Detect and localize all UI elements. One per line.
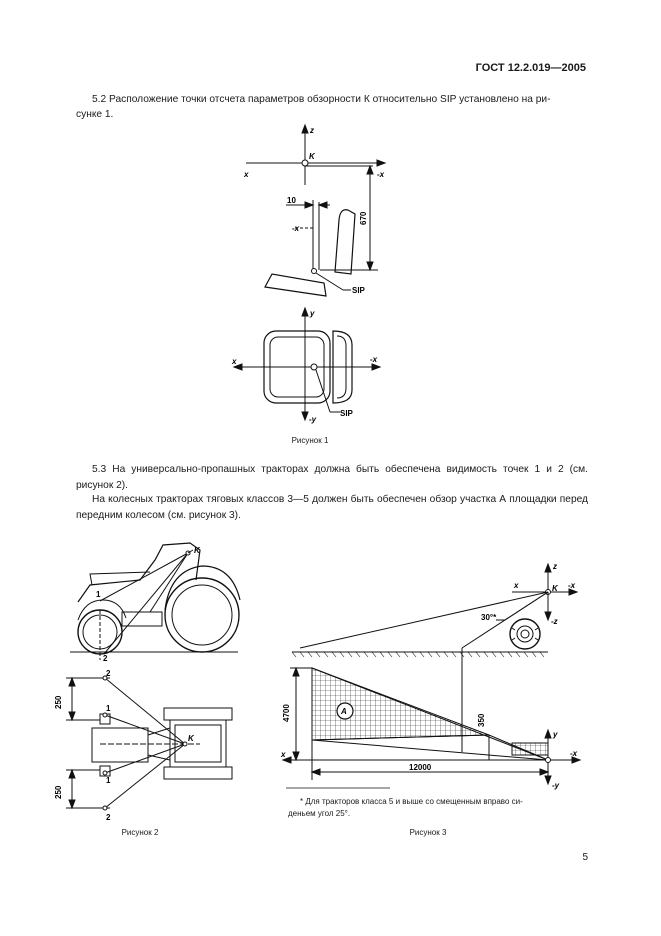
rear-wheel <box>165 578 239 652</box>
z-arrow-icon <box>302 125 308 133</box>
fig1-neg-y-label: -y <box>309 415 317 424</box>
paragraph-5-3: 5.3 На универсально-пропашных тракторах должна быть обеспечена видимость точек 1 и 2 (см. рисунок 2). <box>76 464 588 491</box>
fig2-top-point2a: 2 <box>106 669 111 678</box>
fig2-top-k-label: K <box>188 734 194 743</box>
fig3-dim-12000: 12000 <box>409 763 432 772</box>
fig1-dim-670: 670 <box>359 211 368 225</box>
fig3-dim-4700: 4700 <box>282 704 291 722</box>
fig1-x-label-2: x <box>232 357 237 366</box>
fig2-dim-250-top: 250 <box>54 695 63 709</box>
fig3-y-label: y <box>553 730 558 739</box>
figure-2-side-view <box>70 543 240 660</box>
figure-1-side-view <box>246 125 385 296</box>
fig1-sip-label: SIP <box>352 286 365 295</box>
figure-3-plan-view <box>283 668 580 784</box>
fig3-neg-z-label: -z <box>551 617 558 626</box>
sip-marker <box>312 269 317 274</box>
fig1-y-label: y <box>310 309 315 318</box>
fig3-area-a-label: A <box>341 707 347 716</box>
fig2-top-point2b: 2 <box>106 813 111 822</box>
fig3-x-label-2: x <box>281 750 286 759</box>
seat-cushion-shape <box>265 274 326 296</box>
fig1-x-label: x <box>244 170 249 179</box>
front-wheel-fig3 <box>510 619 540 649</box>
fig3-neg-y-label: -y <box>552 781 560 790</box>
fig3-neg-x-label-2: -x <box>570 749 578 758</box>
fig1-z-label: z <box>310 126 314 135</box>
x-arrow-icon <box>377 160 385 166</box>
fig1-neg-x-label-2: -x <box>370 355 378 364</box>
seat-back-shape <box>335 210 355 274</box>
figure-2-top-view <box>66 676 232 810</box>
fig1-neg-x-label: -x <box>377 170 385 179</box>
footnote-line2: деньем угол 25°. <box>288 809 351 818</box>
paragraph-5-2-line1: 5.2 Расположение точки отсчета параметров обзорности К относительно SIP установлено на ри- <box>92 94 551 105</box>
fig1-sip-label-2: SIP <box>340 409 353 418</box>
figure-1-top-view <box>234 308 380 420</box>
fig2-top-point1b: 1 <box>106 776 111 785</box>
page-number: 5 <box>582 852 588 863</box>
paragraph-5-2-line2: сунке 1. <box>76 109 114 120</box>
fig2-dim-250-bottom: 250 <box>54 785 63 799</box>
fig1-dim-10: 10 <box>287 196 296 205</box>
figure-1-caption: Рисунок 1 <box>291 436 329 445</box>
figure-3-caption: Рисунок 3 <box>409 828 447 837</box>
paragraph-5-3-b: На колесных тракторах тяговых классов 3—5 должен быть обеспечен обзор участка А площадки перед передним колесом (см. рисунок 3). <box>76 494 588 521</box>
fig3-angle-label: 30°* <box>481 613 497 622</box>
sip-marker-2 <box>311 364 317 370</box>
fig1-k-label: K <box>309 152 315 161</box>
fig2-k-label: K <box>194 546 200 555</box>
fig2-point2: 2 <box>103 654 108 663</box>
fig2-top-point1a: 1 <box>106 704 111 713</box>
document-header: ГОСТ 12.2.019—2005 <box>475 62 586 74</box>
fig3-dim-350: 350 <box>477 713 486 727</box>
fig3-z-label: z <box>553 562 557 571</box>
figure-2-caption: Рисунок 2 <box>121 828 159 837</box>
point-k-marker <box>302 160 308 166</box>
fig1-neg-x-small: -x <box>292 224 300 233</box>
footnote-line1: * Для тракторов класса 5 и выше со смещенным вправо си- <box>300 797 523 806</box>
fig3-k-label: K <box>552 584 558 593</box>
fig3-x-label: x <box>514 581 519 590</box>
fig2-point1: 1 <box>96 590 101 599</box>
fig3-neg-x-label: -x <box>568 581 576 590</box>
